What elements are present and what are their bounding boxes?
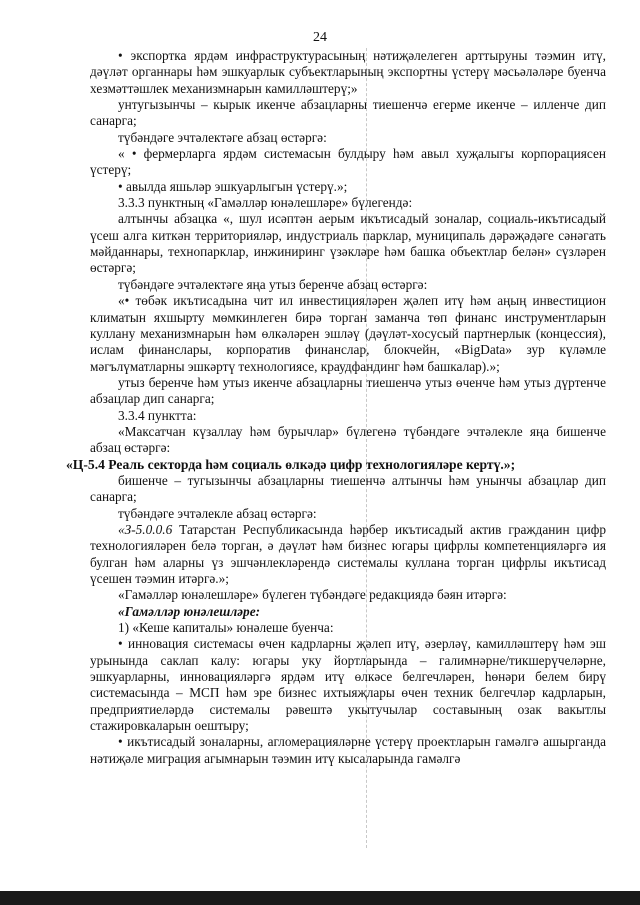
- subsection-heading: «Гамәлләр юнәлешләре:: [118, 603, 261, 619]
- paragraph: • икътисадый зоналарны, агломерацияләрне үстерү проектларын гамәлгә ашырганда нәтиҗәле миграция агымнарын тәэмин итү кысаларында гамәлгә: [90, 734, 606, 766]
- paragraph: 1) «Кеше капиталы» юнәлеше буенча:: [118, 620, 334, 636]
- paragraph: 3.3.3 пунктның «Гамәлләр юнәлешләре» бүлегендә:: [118, 195, 413, 211]
- paragraph: • экспортка ярдәм инфраструктурасының нәтиҗәлелеген арттыруны тәэмин итү, дәүләт органнары һәм эшкуарлык субъектларының экспортны үстерү мәсьәләләре буенча хезмәттәшлек механизмнарын камилләштерү;»: [90, 48, 606, 96]
- section-heading: «Ц-5.4 Реаль секторда һәм социаль өлкәдә цифр технологияләре кертү.»;: [66, 456, 516, 472]
- paragraph: • инновация системасы өчен кадрларны җәлеп итү, әзерләү, камилләштерү һәм эш урынында саклап калу: югары уку йортларында – галимнәрне/тикшерүчеләрне, эшкуарларны, инновацияләргә ярдәм итү өлкәсе белгечләрен, һөнәри белем бирү системасында – МСП һәм эре бизнес ихтыяҗлары өчен техник белгечләр кадрларын, предприятиеләрдә системалы рәвештә укытучылар составының озак вакытлы стажировкаларын оештыру;: [90, 636, 606, 734]
- paragraph: 3.3.4 пунктта:: [118, 407, 197, 423]
- goal-code: «З-5.0.0.6: [118, 521, 173, 537]
- page-number: 24: [313, 30, 327, 45]
- paragraph: [90, 522, 606, 587]
- paragraph: «• төбәк икътисадына чит ил инвестицияләрен җәлеп итү һәм аңың инвестицион климатын яхшырту мөмкинлеген бирә торган заманча төп финанс инструментларын куллану механизмнарын һәм өлкәләрен эшләү (дәүләт-хосусый партнерлык (концессия), ислам финанслары, корпоратив финанслар, блокчейн, «BigData» зур күләмле мәгълүматларны эшкәртү технологиясе, краудфандинг һәм башкалар).»;: [90, 293, 606, 374]
- paragraph: «Гамәлләр юнәлешләре» бүлеген түбәндәге редакциядә бәян итәргә:: [118, 587, 507, 603]
- paragraph: түбәндәге эчтәлекле абзац өстәргә:: [118, 505, 317, 521]
- paragraph: « • фермерларга ярдәм системасын булдыру һәм авыл хуҗалыгы корпорациясен үстерү;: [90, 146, 606, 178]
- paragraph: түбәндәге эчтәлектәге абзац өстәргә:: [118, 129, 327, 145]
- scan-bottom-edge: [0, 891, 640, 905]
- document-body: [66, 48, 606, 767]
- paragraph: утыз беренче һәм утыз икенче абзацларны тиешенчә утыз өченче һәм утыз дүртенче абзацлар дип санарга;: [90, 374, 606, 407]
- paragraph: • авылда яшьләр эшкуарлыгын үстерү.»;: [118, 178, 348, 194]
- paragraph: унтугызынчы – кырык икенче абзацларны тиешенчә егерме икенче – илленче дип санарга;: [90, 97, 606, 129]
- paragraph: түбәндәге эчтәлектәге яңа утыз беренче абзац өстәргә:: [118, 276, 428, 292]
- paragraph: «Максатчан күзаллау һәм бурычлар» бүлегенә түбәндәге эчтәлекле яңа бишенче абзац өстәргә:: [90, 423, 606, 456]
- paragraph-text: Татарстан Республикасында һәрбер икътисадый актив гражданин цифр технологияләрен белә торган, ә дәүләт һәм бизнес югары цифрлы компетенцияләргә ия булган һәм аларны үз эшчәнлекләрендә системалы куллана торган цифрлы икътисад үсешен тәэмин итәргә.»;: [90, 521, 606, 586]
- paragraph: бишенче – тугызынчы абзацларны тиешенчә алтынчы һәм унынчы абзацлар дип санарга;: [90, 472, 606, 505]
- paragraph: алтынчы абзацка «, шул исәптән аерым икътисадый зоналар, социаль-икътисадый үсеш алга киткән территорияләр, индустриаль парклар, муниципаль дәрәҗәдәге сәнәгать мәйданнары, технопарклар, инжиниринг үзәкләре һәм башка объектлар белән» сүзләрен өстәргә;: [90, 211, 606, 276]
